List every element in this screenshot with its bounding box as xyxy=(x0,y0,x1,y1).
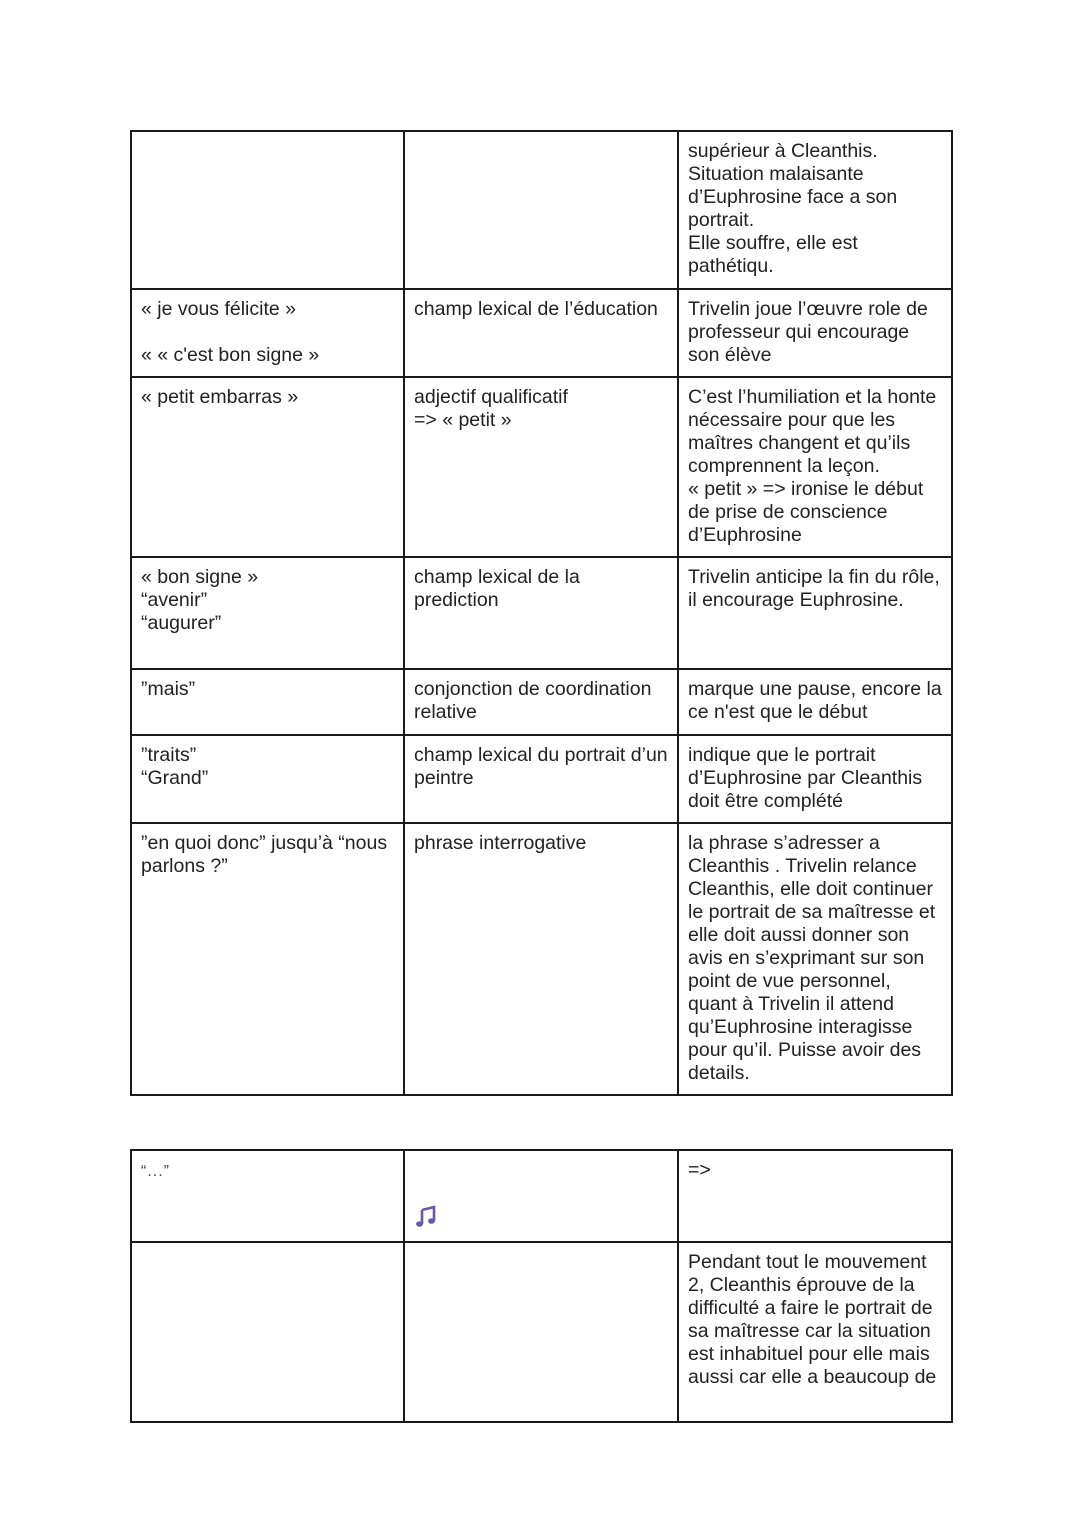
analysis-table xyxy=(130,130,953,1096)
interpretation-cell: Trivelin anticipe la fin du rôle, il encourage Euphrosine. xyxy=(678,557,952,669)
interpretation-cell: Trivelin joue l’œuvre role de professeur qui encourage son élève xyxy=(678,289,952,377)
quote-cell xyxy=(131,1150,404,1242)
quote-cell: « petit embarras » xyxy=(131,377,404,557)
table-row xyxy=(131,377,952,557)
procedure-cell xyxy=(404,1242,678,1422)
procedure-cell xyxy=(404,131,678,289)
procedure-cell: champ lexical de l’éducation xyxy=(404,289,678,377)
interpretation-cell xyxy=(678,1150,952,1242)
quote-cell: « je vous félicite » « « c'est bon signe » xyxy=(131,289,404,377)
table-row xyxy=(131,557,952,669)
procedure-cell: champ lexical du portrait d’un peintre xyxy=(404,735,678,823)
quote-cell xyxy=(131,1242,404,1422)
interpretation-cell: marque une pause, encore la ce n'est que le début xyxy=(678,669,952,735)
quote-cell: ”mais” xyxy=(131,669,404,735)
table-row xyxy=(131,669,952,735)
procedure-cell: conjonction de coordination relative xyxy=(404,669,678,735)
quote-cell: ”traits” “Grand” xyxy=(131,735,404,823)
table-row xyxy=(131,289,952,377)
table-row xyxy=(131,1150,952,1242)
quote-cell xyxy=(131,131,404,289)
quote-cell: « bon signe » “avenir” “augurer” xyxy=(131,557,404,669)
table-row xyxy=(131,823,952,1095)
table-row xyxy=(131,735,952,823)
table-row xyxy=(131,1242,952,1422)
table-row xyxy=(131,131,952,289)
quote-cell: ”en quoi donc” jusqu’à “nous parlons ?” xyxy=(131,823,404,1095)
analysis-table-continued xyxy=(130,1149,953,1423)
arrow-text: => xyxy=(688,1159,711,1181)
music-note-icon xyxy=(414,1182,438,1206)
interpretation-cell: indique que le portrait d’Euphrosine par Cleanthis doit être complété xyxy=(678,735,952,823)
interpretation-cell: Pendant tout le mouvement 2, Cleanthis éprouve de la difficulté a faire le portrait de sa maîtresse car la situation est inhabituel pour elle mais aussi car elle a beaucoup de xyxy=(678,1242,952,1422)
interpretation-cell: C’est l’humiliation et la honte nécessaire pour que les maîtres changent et qu’ils comprennent la leçon. « petit » => ironise le début de prise de conscience d’Euphrosine xyxy=(678,377,952,557)
procedure-cell xyxy=(404,1150,678,1242)
ellipsis-quote: “...” xyxy=(141,1163,170,1180)
procedure-cell: champ lexical de la prediction xyxy=(404,557,678,669)
interpretation-cell: supérieur à Cleanthis. Situation malaisante d’Euphrosine face a son portrait. Elle souffre, elle est pathétiqu. xyxy=(678,131,952,289)
procedure-cell: phrase interrogative xyxy=(404,823,678,1095)
interpretation-cell: la phrase s’adresser a Cleanthis . Trivelin relance Cleanthis, elle doit continuer le portrait de sa maîtresse et elle doit aussi donner son avis en s’exprimant sur son point de vue personnel, quant à Trivelin il attend qu’Euphrosine interagisse pour qu’il. Puisse avoir des details. xyxy=(678,823,952,1095)
procedure-cell: adjectif qualificatif => « petit » xyxy=(404,377,678,557)
